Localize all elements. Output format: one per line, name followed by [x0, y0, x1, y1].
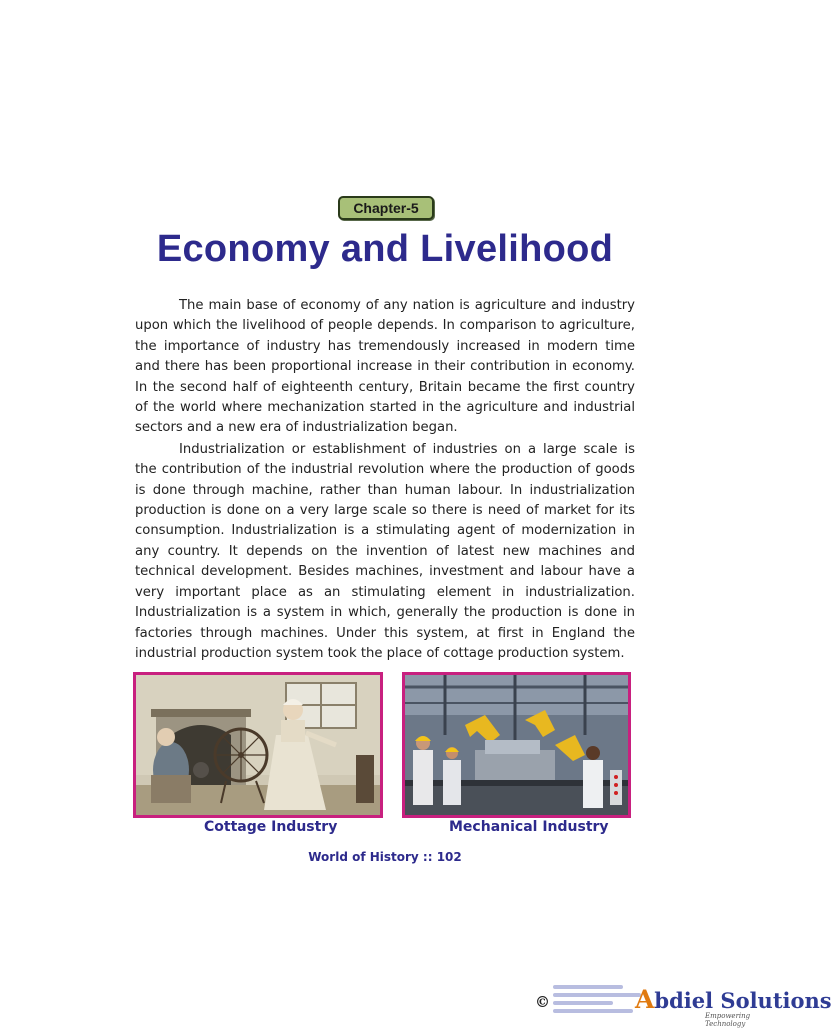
copyright-icon: © [535, 993, 550, 1011]
chapter-label: Chapter-5 [338, 196, 434, 220]
cottage-industry-caption: Cottage Industry [204, 819, 338, 835]
watermark [535, 985, 832, 1028]
mechanical-industry-caption: Mechanical Industry [449, 819, 609, 835]
mechanical-industry-image [402, 672, 631, 818]
cottage-industry-image [133, 672, 383, 818]
paragraph-2: Industrialization or establishment of industries on a large scale is the contribution of the industrial revolution where the production of goods is done through machine, rather than human labour. In industrialization production is done on a very large scale so there is need of market for its consumption. Industrialization is a stimulating agent of modernization in any country. It depends on the invention of latest new machines and technical development. Besides machines, investment and labour have a very important place as an stimulating element in industrialization. Industrialization is a system in which, generally the production is done in factories through machines. Under this system, at first in England the industrial production system took the place of cottage production system. [135, 441, 635, 661]
brand-tagline: Empowering Technology [705, 1012, 751, 1028]
paragraph-1: The main base of economy of any nation is agriculture and industry upon which the livelihood of people depends. In comparison to agriculture, the importance of industry has tremendously increased in modern time and there has been proportional increase in their contribution in economy. In the second half of eighteenth century, Britain became the first country of the world where mechanization started in the agriculture and industrial sectors and a new era of industrialization began. [135, 298, 635, 436]
body-text [135, 296, 635, 664]
page-title: Economy and Livelihood [156, 228, 614, 270]
page-footer: World of History :: 102 [308, 850, 462, 864]
brand-logo: Abdiel Solutions [635, 985, 832, 1014]
